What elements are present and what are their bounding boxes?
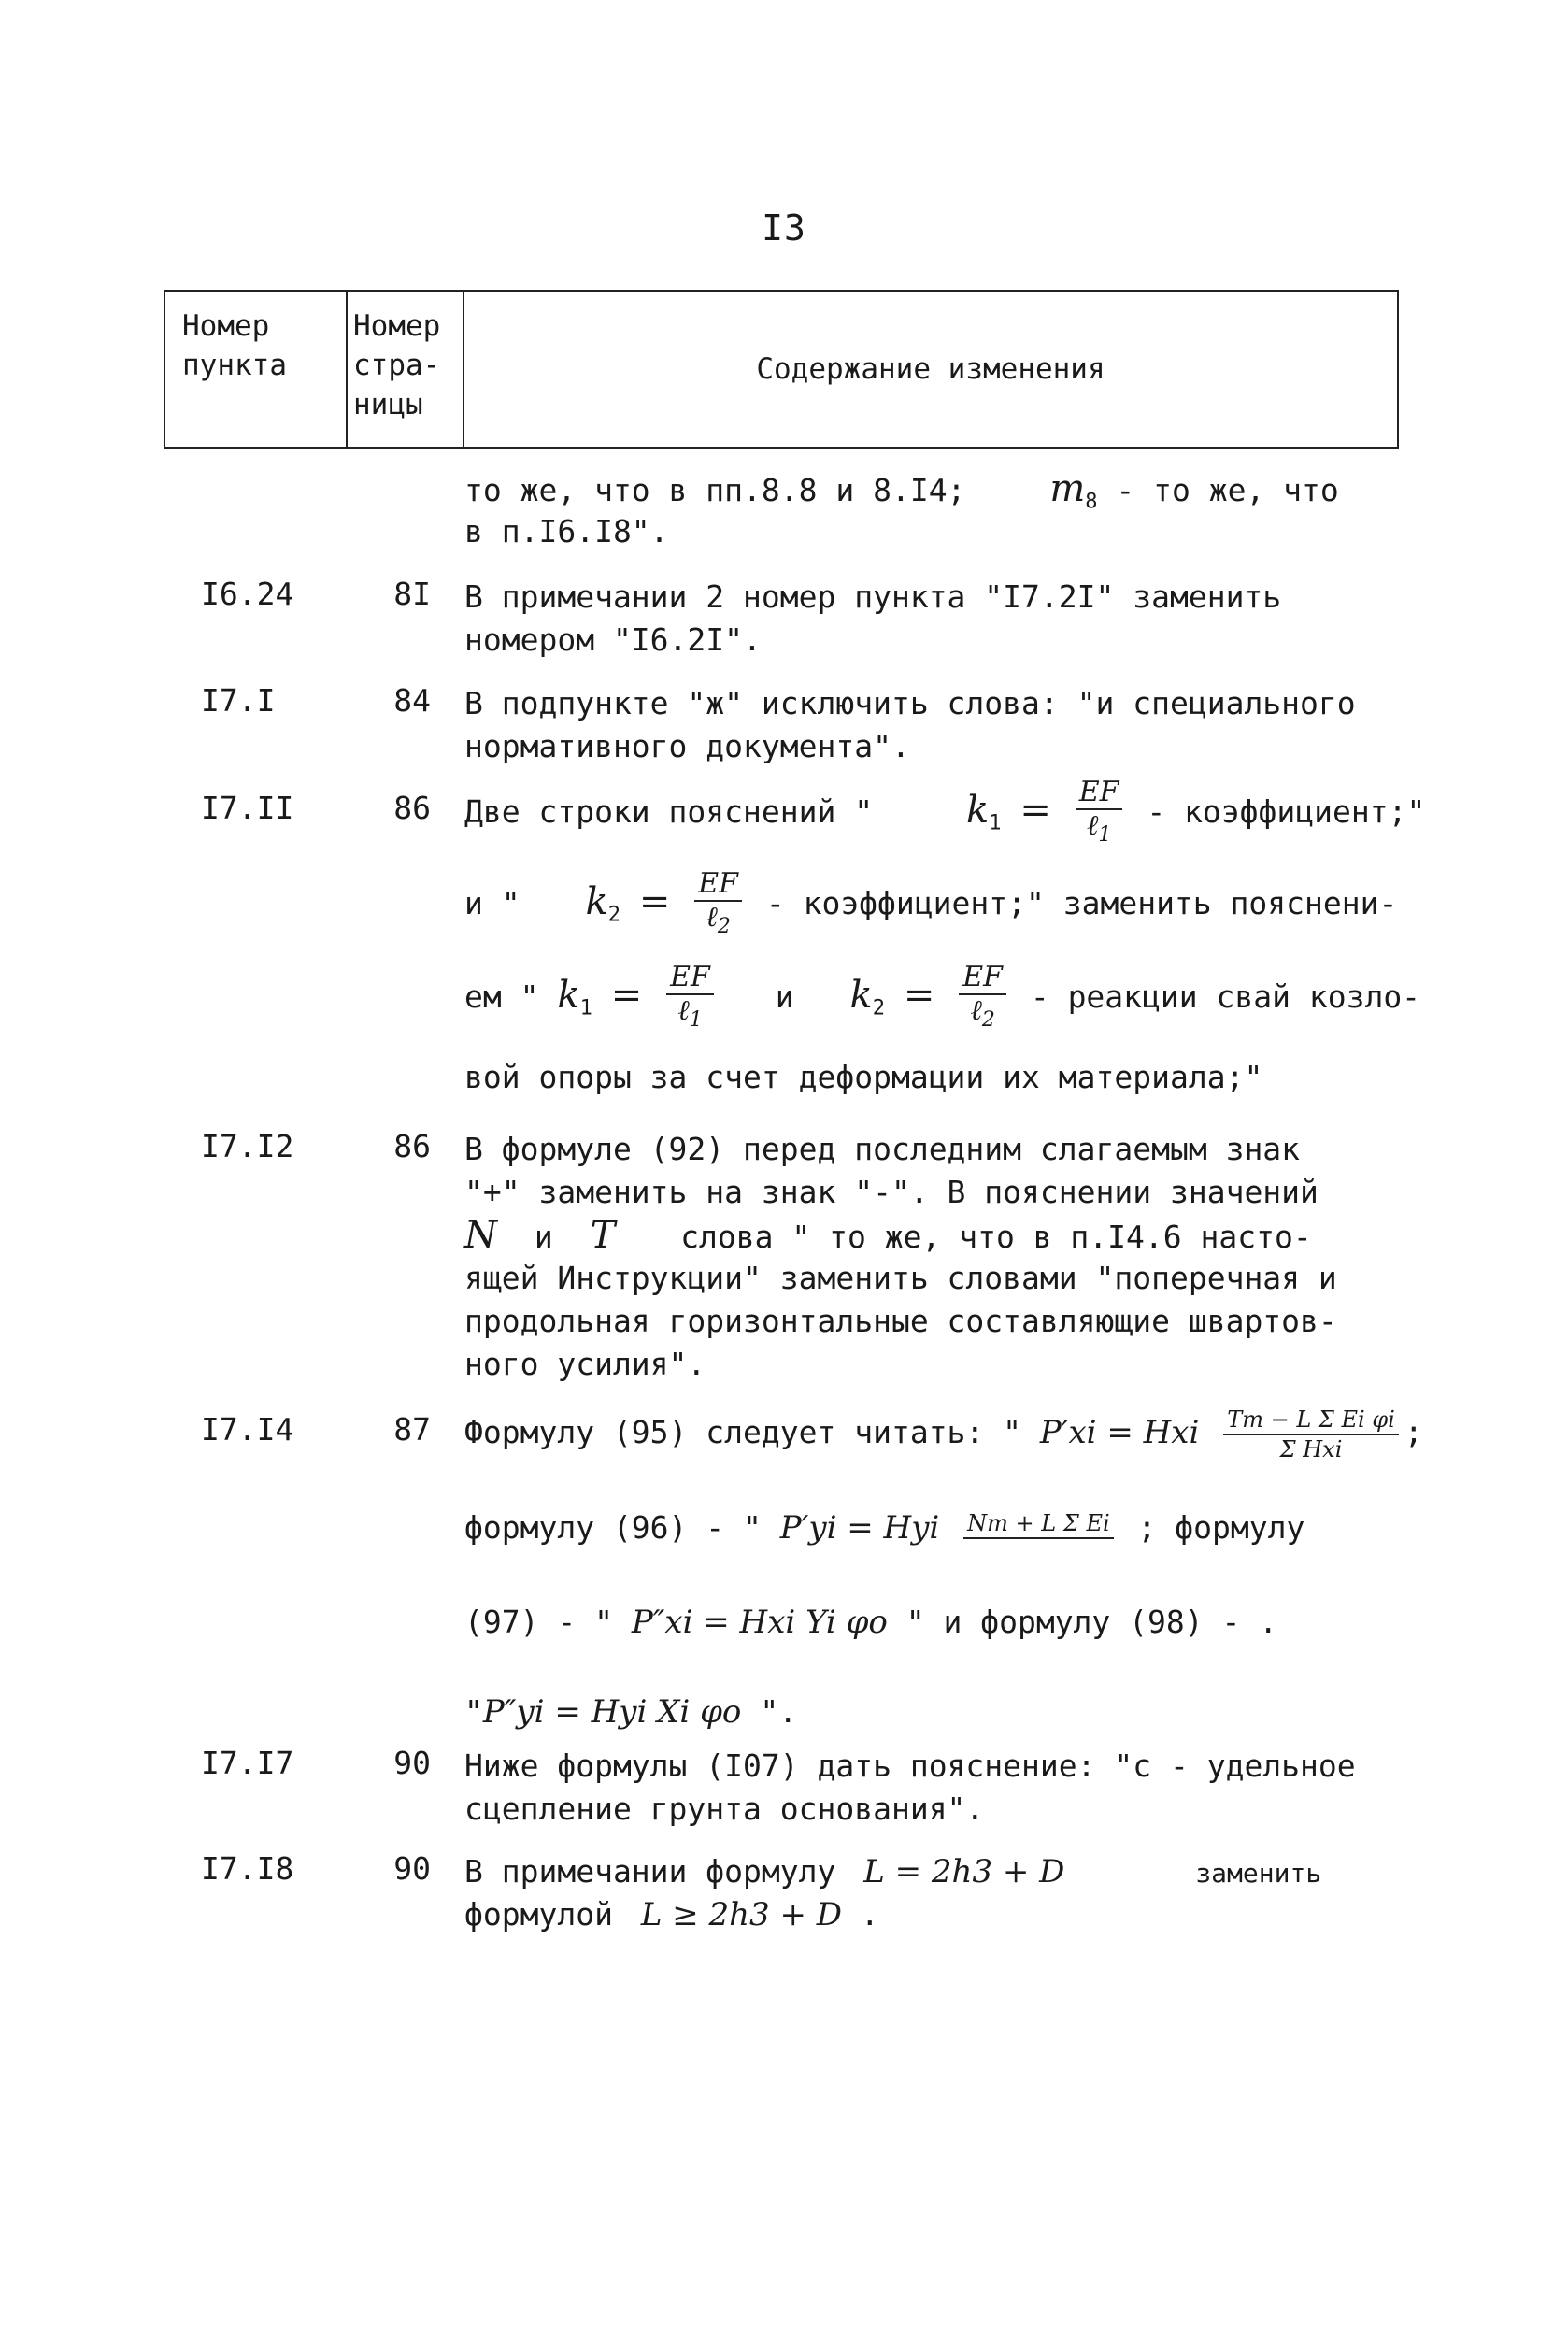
entry-text: Формулу (95) следует читать: " (464, 1414, 1022, 1450)
fraction-denominator: ℓ (970, 993, 982, 1027)
formula-sub: 1 (689, 1007, 703, 1032)
formula-k1: k (557, 974, 580, 1017)
entry-text: " и формулу (98) - . (905, 1604, 1278, 1640)
entry-page: 90 (393, 1850, 431, 1887)
fraction-denominator: ℓ (706, 900, 718, 934)
formula-N: N (464, 1214, 497, 1257)
formula-sub: 2 (717, 914, 731, 938)
entry-text: ем " (464, 978, 539, 1015)
continuation-text-1: то же, что в пп.8.8 и 8.I4; (464, 472, 966, 508)
page-number: I3 (762, 207, 806, 249)
entry-text: В примечании формулу (464, 1853, 836, 1890)
entry-page: 90 (393, 1745, 431, 1781)
entry-line: Ниже формулы (I07) дать пояснение: "c - удельное (464, 1748, 1356, 1784)
formula-new: L ≥ 2h3 + D (640, 1896, 843, 1933)
header-page-number: Номер стра- ницы (348, 292, 464, 447)
fraction-denominator: ℓ (1086, 808, 1099, 842)
formula-sub: 1 (579, 996, 592, 1020)
fraction (666, 962, 714, 1036)
entry-line: вой опоры за счет деформации их материала;" (464, 1059, 1263, 1095)
fraction-numerator: Nт + L Σ Ei (963, 1509, 1113, 1539)
entry-line: сцепление грунта основания". (464, 1791, 985, 1827)
entry-line: В примечании 2 номер пункта "I7.2I" заменить (464, 578, 1282, 615)
fraction (959, 962, 1006, 1036)
fraction-numerator: EF (959, 962, 1006, 995)
entry-text: (97) - " (464, 1604, 613, 1640)
entry-text: . (860, 1896, 879, 1933)
fraction-numerator: Tт − L Σ Ei φi (1223, 1405, 1399, 1435)
continuation-text-3: в п.I6.I8". (464, 513, 669, 549)
entry-number: I7.I8 (201, 1850, 294, 1887)
m-symbol: m (1049, 467, 1086, 510)
formula-sub: 2 (872, 996, 885, 1020)
entry-number: I6.24 (201, 576, 294, 612)
entry-text: формулу (96) - " (464, 1509, 762, 1546)
formula-k1: k (965, 789, 990, 832)
fraction-numerator: EF (666, 962, 714, 995)
entry-number: I7.I4 (201, 1411, 294, 1448)
entry-page: 84 (393, 682, 431, 719)
formula-95: P′xi = Hxi (1039, 1414, 1200, 1451)
formula-96: P′yi = Hyi (779, 1509, 940, 1547)
entry-number: I7.I (201, 682, 276, 719)
formula-k2: k (585, 880, 608, 923)
entry-number: I7.I2 (201, 1128, 294, 1164)
formula-old: L = 2h3 + D (863, 1853, 1065, 1891)
entry-text: формулой (464, 1896, 613, 1933)
entry-page: 87 (393, 1411, 431, 1448)
fraction-numerator: EF (694, 868, 742, 902)
formula-sub: 2 (607, 903, 620, 927)
entry-line: "+" заменить на знак "-". В пояснении значений (464, 1174, 1319, 1210)
entry-line: нормативного документа". (464, 728, 910, 764)
entry-text: - реакции свай козло- (1030, 978, 1421, 1015)
fraction-denominator: Σ Hxi (1279, 1435, 1343, 1462)
entry-line: номером "I6.2I". (464, 621, 762, 658)
formula-k2: k (849, 974, 873, 1017)
entry-page: 86 (393, 1128, 431, 1164)
entry-text: - коэффициент;" заменить пояснени- (765, 885, 1398, 921)
entry-line: продольная горизонтальные составляющие швартов- (464, 1303, 1337, 1339)
entry-text: Две строки пояснений " (464, 793, 874, 830)
formula-98: P″yi = Hyi Xi φo (482, 1693, 742, 1731)
entry-line: ного усилия". (464, 1346, 706, 1382)
entry-text: слова " то же, что в п.I4.6 насто- (680, 1219, 1312, 1255)
entry-line: ящей Инструкции" заменить словами "поперечная и (464, 1260, 1337, 1296)
continuation-text-2: - то же, что (1116, 472, 1339, 508)
fraction (1076, 777, 1123, 851)
fraction-numerator: EF (1076, 777, 1123, 810)
m-subscript: 8 (1085, 490, 1098, 514)
fraction (694, 868, 742, 943)
entry-text: заменить (1195, 1858, 1322, 1889)
entry-text: и (775, 978, 794, 1015)
entry-page: 86 (393, 790, 431, 826)
formula-97: P″xi = Hxi Yi φo (631, 1604, 888, 1641)
entry-line: В формуле (92) перед последним слагаемым знак (464, 1131, 1301, 1167)
entry-text: и " (464, 885, 520, 921)
entry-number: I7.II (201, 790, 294, 826)
formula-sub: 1 (1098, 822, 1112, 847)
table-header (164, 290, 1399, 449)
header-content: Содержание изменения (756, 352, 1105, 386)
entry-text: - коэффициент;" (1147, 793, 1426, 830)
entry-text: и (534, 1219, 553, 1255)
formula-T: T (590, 1214, 616, 1257)
entry-number: I7.I7 (201, 1745, 294, 1781)
entry-text: ; формулу (1137, 1509, 1305, 1546)
entry-line: В подпункте "ж" исключить слова: "и специального (464, 685, 1356, 721)
formula-sub: 1 (989, 811, 1002, 835)
formula-sub: 2 (981, 1007, 995, 1032)
fraction-denominator: ℓ (677, 993, 690, 1027)
entry-page: 8I (393, 576, 431, 612)
entry-text: " (464, 1693, 483, 1730)
entry-text: ". (760, 1693, 798, 1730)
entry-text: ; (1404, 1414, 1423, 1450)
header-item-number: Номер пункта (165, 292, 348, 447)
